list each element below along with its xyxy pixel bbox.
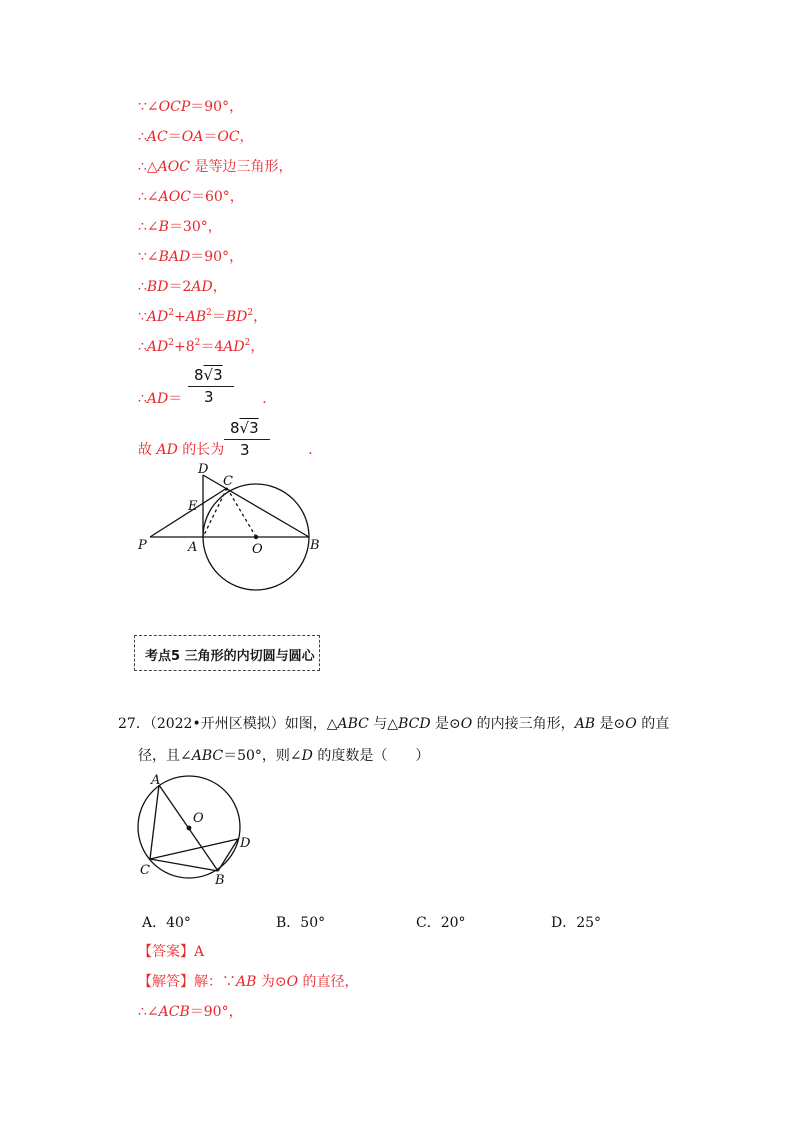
solution-line-6: ∵∠BAD＝90°， (138, 249, 244, 265)
question-line-1: 27．（2022•开州区模拟）如图，△ABC 与△BCD 是⊙O 的内接三角形，AB 是⊙O 的直 (118, 716, 670, 732)
geometry-figure-2 (130, 768, 270, 888)
label-p: P (138, 538, 147, 553)
solution-line-7: ∴BD＝2AD， (138, 279, 227, 295)
label-o: O (252, 542, 263, 557)
fraction-numerator: 8√3 (194, 366, 223, 384)
fraction-denominator: 3 (204, 388, 214, 406)
final-line: ∴∠ACB＝90°， (138, 1004, 243, 1020)
ad-value-line: ∴AD＝ ． (138, 391, 277, 407)
option-c: C．20° (416, 915, 466, 931)
solution-line-5: ∴∠B＝30°， (138, 219, 222, 235)
answer-line: 故 AD 的长为 ． (138, 442, 323, 458)
solution-line-3: ∴△AOC 是等边三角形， (138, 159, 293, 175)
label-d: D (240, 836, 251, 851)
fraction-numerator: 8√3 (230, 419, 259, 437)
label-b: B (215, 873, 225, 888)
solution-line-1: ∵∠OCP＝90°， (138, 99, 244, 115)
fraction-bar (188, 386, 234, 387)
solution-line-2: ∴AC＝OA＝OC， (138, 129, 254, 145)
label-d: D (198, 462, 209, 477)
section-box (134, 635, 320, 671)
option-b: B．50° (276, 915, 326, 931)
option-d: D．25° (551, 915, 602, 931)
fraction-ad (160, 366, 236, 406)
label-o: O (193, 811, 204, 826)
label-a: A (151, 773, 161, 788)
answer-key: 【答案】A (138, 944, 205, 960)
fraction-answer (196, 419, 272, 459)
label-b: B (310, 538, 320, 553)
fraction-denominator: 3 (240, 441, 250, 459)
question-line-2: 径，且∠ABC＝50°，则∠D 的度数是（ ） (138, 748, 430, 764)
label-a: A (188, 540, 198, 555)
label-c: C (223, 474, 233, 489)
label-c: C (140, 863, 150, 878)
analysis-line: 【解答】解：∵AB 为⊙O 的直径， (138, 974, 359, 990)
option-a: A．40° (142, 915, 191, 931)
solution-line-4: ∴∠AOC＝60°， (138, 189, 244, 205)
fraction-bar (224, 439, 270, 440)
solution-line-9: $\therefore AD^2+8^2=4AD^2$， (138, 338, 265, 355)
label-e: E (188, 499, 198, 514)
section-title: 考点5 三角形的内切圆与圆心 (145, 649, 315, 664)
solution-line-8: $\because AD^2+AB^2=BD^2$， (138, 308, 268, 325)
geometry-figure-1 (130, 455, 360, 605)
